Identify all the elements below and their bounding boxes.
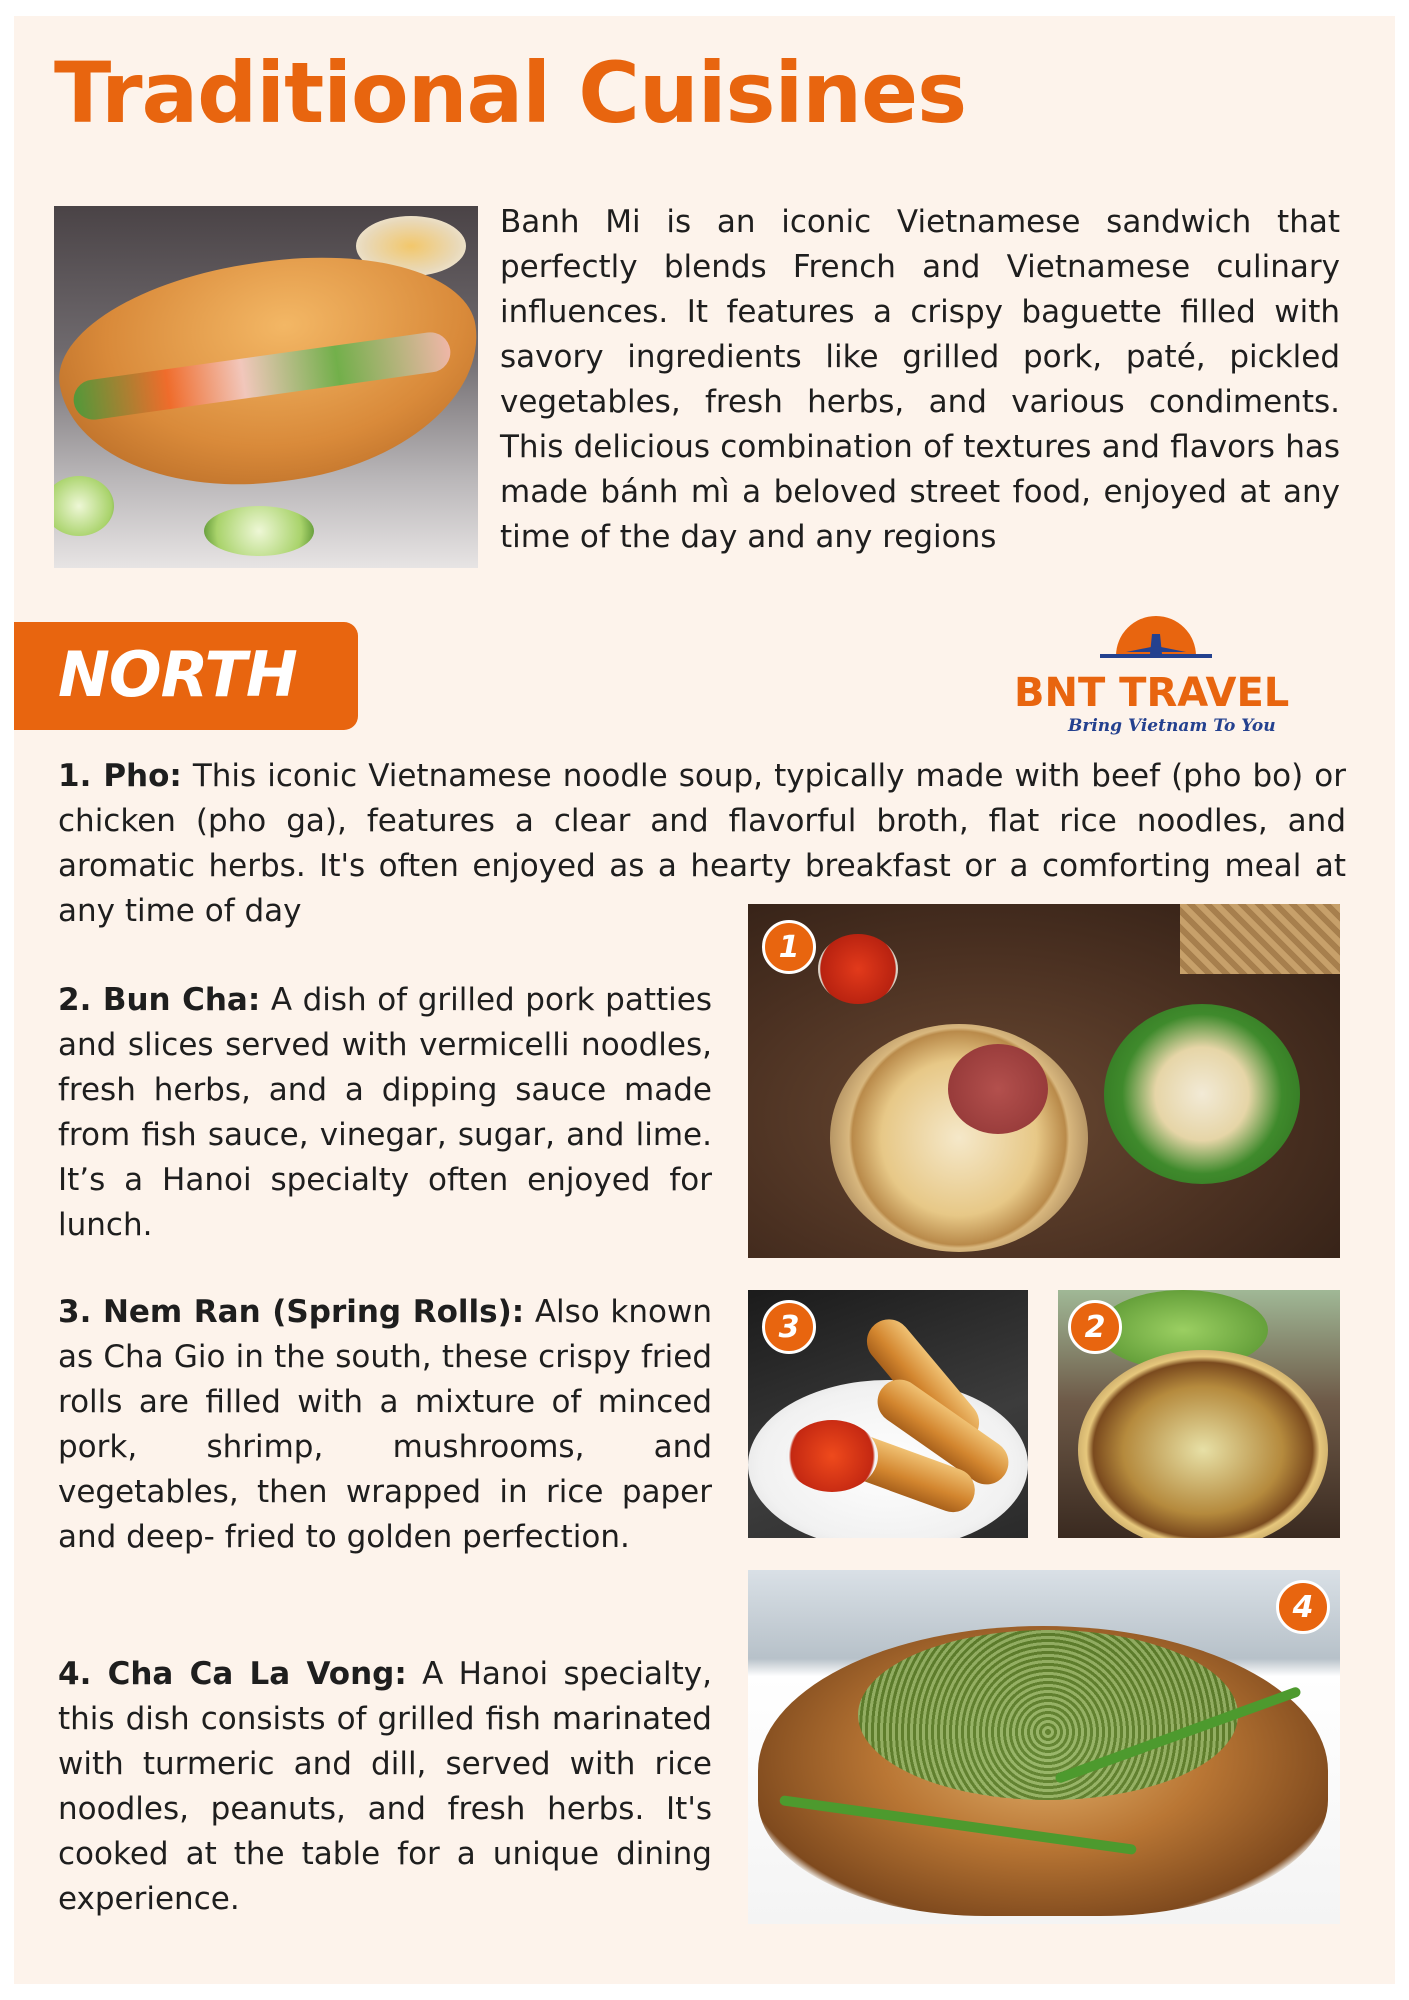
cucumber-slice <box>204 506 314 556</box>
photo-badge-2: 2 <box>1068 1300 1122 1354</box>
page-title: Traditional Cuisines <box>54 44 967 142</box>
dish-heading: 2. Bun Cha: <box>58 982 261 1018</box>
photo-badge-3: 3 <box>762 1300 816 1354</box>
herb-plate-shape <box>1104 1004 1300 1184</box>
bnt-travel-logo <box>1010 604 1340 744</box>
plane-sun-icon <box>1096 604 1216 674</box>
dish-bun-cha <box>58 978 712 1248</box>
dish-heading: 4. Cha Ca La Vong: <box>58 1656 407 1692</box>
bun-cha-bowl-shape <box>1078 1350 1328 1538</box>
pho-bowl-shape <box>830 1024 1088 1252</box>
pho-photo <box>748 904 1340 1258</box>
region-label: NORTH <box>58 638 297 711</box>
photo-badge-4: 4 <box>1276 1580 1330 1634</box>
logo-name: BNT TRAVEL <box>1014 670 1290 716</box>
dipping-sauce-shape <box>786 1420 878 1492</box>
beef-shape <box>948 1044 1048 1134</box>
dish-nem-ran <box>58 1290 712 1560</box>
woven-mat-shape <box>1180 904 1340 974</box>
intro-paragraph: Banh Mi is an iconic Vietnamese sandwich that perfectly blends French and Vietnamese culinary influences. It features a crispy baguette filled with savory ingredients like grilled pork, paté, pickled vegetables, fresh herbs, and various condiments. This delicious combination of textures and flavors has made bánh mì a beloved street food, enjoyed at any time of the day and any regions <box>500 204 1340 555</box>
dish-heading: 1. Pho: <box>58 758 182 794</box>
photo-badge-1: 1 <box>762 920 816 974</box>
cucumber-slice <box>54 476 114 536</box>
banh-mi-photo <box>54 206 478 568</box>
cha-ca-photo <box>748 1570 1340 1924</box>
dish-description: A Hanoi specialty, this dish consists of grilled fish marinated with turmeric and dill, served with rice noodles, peanuts, and fresh herbs. It's cooked at the table for a unique dining experience. <box>58 1656 712 1917</box>
region-tab-north <box>14 622 358 730</box>
dish-heading: 3. Nem Ran (Spring Rolls): <box>58 1294 525 1330</box>
dill-shape <box>858 1630 1238 1800</box>
dish-description: Also known as Cha Gio in the south, these crispy fried rolls are filled with a mixture of minced pork, shrimp, mushrooms, and vegetables, then wrapped in rice paper and deep- fried to golden perfection. <box>58 1294 712 1555</box>
dish-description: A dish of grilled pork patties and slices served with vermicelli noodles, fresh herbs, and a dipping sauce made from fish sauce, vinegar, sugar, and lime. It’s a Hanoi specialty often enjoyed for lunch. <box>58 982 712 1243</box>
dish-cha-ca <box>58 1652 712 1922</box>
chili-sauce-shape <box>818 934 898 1004</box>
dish-description: This iconic Vietnamese noodle soup, typically made with beef (pho bo) or chicken (pho ga), features a clear and flavorful broth, flat rice noodles, and aromatic herbs. It's often enjoyed as a hearty breakfast or a comforting meal at any time of day <box>58 758 1346 929</box>
logo-tagline: Bring Vietnam To You <box>1068 716 1276 736</box>
